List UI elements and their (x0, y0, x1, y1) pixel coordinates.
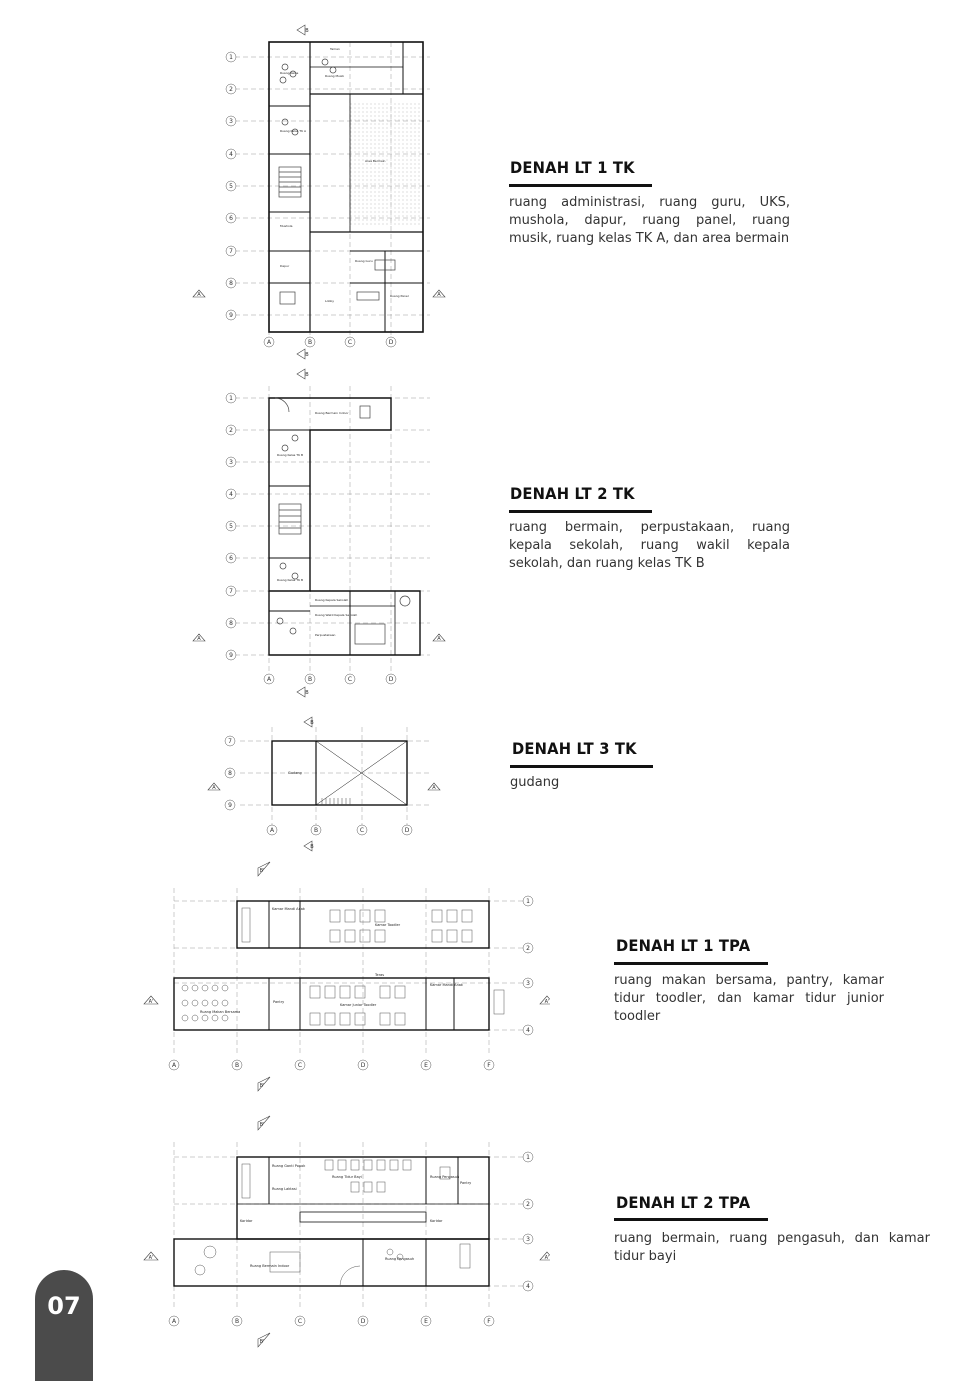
svg-text:Perpustakaan: Perpustakaan (315, 633, 336, 637)
grid-label: D (388, 676, 394, 683)
grid-label: B (307, 339, 313, 346)
grid-label: D (360, 1318, 366, 1325)
grid-label: 7 (229, 588, 233, 595)
section-marker: A' (148, 1255, 154, 1261)
svg-text:Mushola: Mushola (280, 224, 293, 228)
grid-label: 1 (526, 898, 530, 905)
room-label: Ruang Makan Bersama (200, 1010, 241, 1014)
room-label: Ruang Pengasuh (385, 1257, 415, 1261)
title-underline (509, 184, 652, 187)
grid-label: 8 (229, 620, 233, 627)
title-underline (614, 1218, 768, 1221)
grid-label: F (487, 1062, 491, 1069)
grid-label: D (404, 827, 410, 834)
section-marker: A' (544, 999, 550, 1005)
section-description-tk-lt3: gudang (510, 775, 560, 790)
room-label: Kamar Mandi Anak (430, 983, 463, 987)
page-number: 07 (47, 1292, 81, 1320)
room-label: Koridor (240, 1219, 253, 1223)
grid-label: A (266, 676, 272, 683)
svg-text:Ruang Kelas TK B: Ruang Kelas TK B (277, 578, 304, 582)
grid-label: 2 (229, 86, 233, 93)
grid-label: 8 (229, 280, 233, 287)
grid-label: 1 (526, 1154, 530, 1161)
grid-label: A (171, 1062, 177, 1069)
room-label: Kamar Junior Toodler (340, 1003, 377, 1007)
grid-label: B (234, 1062, 240, 1069)
room-label: Koridor (430, 1219, 443, 1223)
section-title-tpa-lt1: DENAH LT 1 TPA (616, 936, 751, 955)
svg-text:Taman: Taman (330, 47, 340, 51)
section-title-tpa-lt2: DENAH LT 2 TPA (616, 1193, 751, 1212)
room-label: Ruang Laktasi (272, 1187, 297, 1191)
grid-label: D (360, 1062, 366, 1069)
svg-text:Ruang Guru: Ruang Guru (355, 259, 373, 263)
section-title-tk-lt2: DENAH LT 2 TK (510, 484, 635, 503)
grid-label: E (424, 1318, 428, 1325)
section-marker: A (212, 785, 216, 791)
floor-plan-tk-lt2 (185, 366, 450, 698)
section-marker: B (305, 372, 309, 378)
grid-label: 3 (526, 1236, 530, 1243)
grid-label: F (487, 1318, 491, 1325)
grid-label: 9 (229, 312, 233, 319)
title-underline (614, 962, 768, 965)
grid-label: 1 (229, 54, 233, 61)
svg-text:Ruang Kepala Sekolah: Ruang Kepala Sekolah (315, 598, 349, 602)
grid-label: 6 (229, 555, 233, 562)
floor-plan-tpa-lt2 (140, 1112, 550, 1354)
grid-label: 4 (526, 1283, 530, 1290)
svg-text:Ruang Wakil Kepala Sekolah: Ruang Wakil Kepala Sekolah (315, 613, 358, 617)
section-marker: B (305, 352, 309, 358)
section-title-tk-lt3: DENAH LT 3 TK (512, 739, 637, 758)
grid-label: B (234, 1318, 240, 1325)
grid-label: 4 (229, 491, 233, 498)
title-underline (509, 510, 652, 513)
svg-text:Lobby: Lobby (325, 299, 335, 303)
room-label: Pantry (273, 1000, 285, 1004)
room-label: Gudang (288, 771, 302, 775)
grid-label: 1 (229, 395, 233, 402)
section-marker: B' (259, 868, 265, 874)
floor-plan-tk-lt3 (200, 712, 450, 854)
svg-text:Ruang Kelas TK B: Ruang Kelas TK B (277, 453, 304, 457)
section-marker: B (305, 690, 309, 696)
grid-label: 6 (229, 215, 233, 222)
svg-text:Dapur: Dapur (280, 264, 290, 268)
floor-plan-tk-lt1 (185, 22, 450, 362)
section-marker: B (310, 720, 314, 726)
grid-label: C (347, 339, 353, 346)
room-label: Ruang Bermain Indoor (250, 1264, 290, 1268)
room-label: Teras (375, 973, 385, 977)
grid-label: 4 (526, 1027, 530, 1034)
svg-text:Area Bermain: Area Bermain (365, 159, 386, 163)
grid-label: 9 (229, 652, 233, 659)
grid-label: 3 (229, 118, 233, 125)
svg-text:Ruang Kelas: Ruang Kelas (280, 71, 299, 75)
grid-label: A (171, 1318, 177, 1325)
section-marker: A (197, 636, 201, 642)
section-description-tpa-lt1: ruang makan bersama, pantry, kamar tidur toodler, dan kamar tidur junior toodler (614, 973, 884, 1024)
grid-label: D (388, 339, 394, 346)
section-marker: A (197, 292, 201, 298)
section-marker: A' (148, 999, 154, 1005)
grid-label: C (297, 1062, 303, 1069)
section-title-tk-lt1: DENAH LT 1 TK (510, 158, 635, 177)
svg-text:Ruang Bermain Indoor: Ruang Bermain Indoor (315, 411, 349, 415)
grid-label: A (266, 339, 272, 346)
grid-label: 3 (526, 980, 530, 987)
section-marker: B (310, 844, 314, 850)
section-marker: A (437, 292, 441, 298)
room-label: Ruang Pengasuh (430, 1175, 460, 1179)
room-label: Ruang Ganti Popok (272, 1164, 306, 1168)
grid-label: 2 (229, 427, 233, 434)
grid-label: B (307, 676, 313, 683)
section-marker: B' (259, 1122, 265, 1128)
section-description-tk-lt2: ruang bermain, perpustakaan, ruang kepala sekolah, ruang wakil kepala sekolah, dan ruang kelas TK B (509, 520, 790, 571)
grid-label: 5 (229, 523, 233, 530)
grid-label: 5 (229, 183, 233, 190)
section-marker: A' (544, 1255, 550, 1261)
section-marker: B (305, 28, 309, 34)
room-label: Kamar Toodler (375, 923, 401, 927)
section-marker: A (432, 785, 436, 791)
section-marker: B' (259, 1339, 265, 1345)
title-underline (510, 765, 653, 768)
grid-label: 3 (229, 459, 233, 466)
grid-label: 7 (229, 248, 233, 255)
page-number-tab (35, 1270, 93, 1381)
room-label: Ruang Tidur Bayi (332, 1175, 362, 1179)
grid-label: C (347, 676, 353, 683)
grid-label: 2 (526, 945, 530, 952)
section-marker: B' (259, 1083, 265, 1089)
grid-label: 9 (228, 802, 232, 809)
section-description-tpa-lt2: ruang bermain, ruang pengasuh, dan kamar tidur bayi (614, 1231, 930, 1264)
section-marker: A (437, 636, 441, 642)
grid-label: C (297, 1318, 303, 1325)
grid-label: B (313, 827, 319, 834)
section-description-tk-lt1: ruang administrasi, ruang guru, UKS, mushola, dapur, ruang panel, ruang musik, ruang kelas TK A, dan area bermain (509, 195, 790, 246)
room-label: Kamar Mandi Anak (272, 907, 305, 911)
grid-label: A (269, 827, 275, 834)
grid-label: 7 (228, 738, 232, 745)
svg-text:Ruang Panel: Ruang Panel (390, 294, 409, 298)
grid-label: 2 (526, 1201, 530, 1208)
grid-label: 8 (228, 770, 232, 777)
grid-label: C (359, 827, 365, 834)
grid-label: 4 (229, 151, 233, 158)
svg-text:Ruang Kelas TK A: Ruang Kelas TK A (280, 129, 307, 133)
room-label: Pantry (460, 1181, 472, 1185)
grid-label: E (424, 1062, 428, 1069)
svg-text:Ruang Musik: Ruang Musik (325, 74, 345, 78)
floor-plan-tpa-lt1 (140, 858, 550, 1098)
